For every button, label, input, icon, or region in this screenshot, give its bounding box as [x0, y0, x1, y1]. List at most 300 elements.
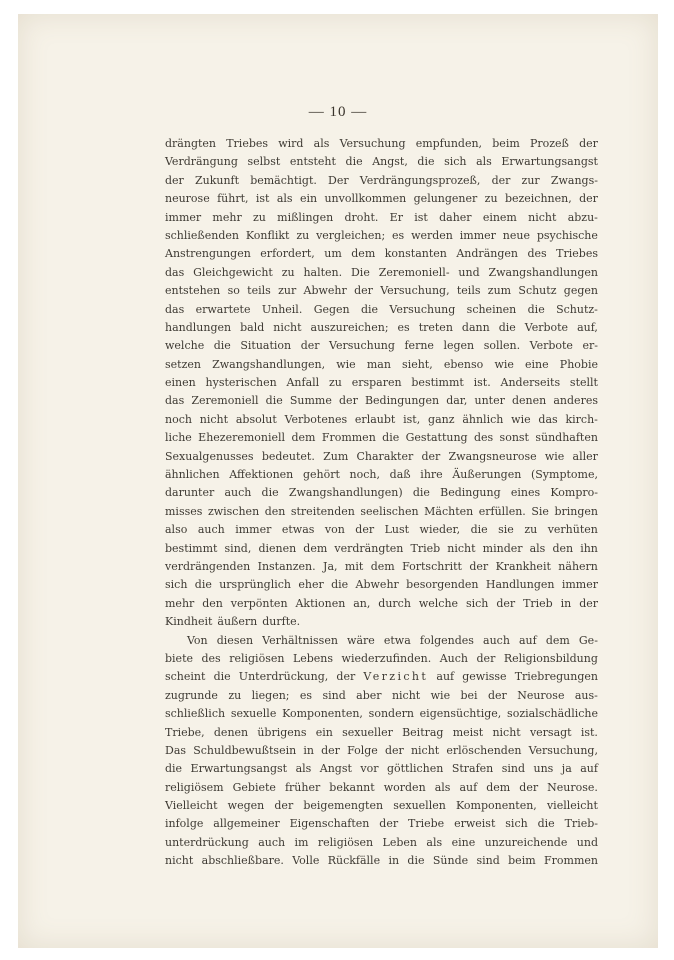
word: wird	[278, 137, 304, 150]
word: die	[261, 486, 279, 500]
word: erfüllen.	[478, 504, 526, 518]
word: vor	[360, 762, 379, 776]
word: ganz	[428, 412, 455, 426]
word: zu	[296, 228, 310, 242]
word: scheint	[165, 670, 206, 684]
word: hysterischen	[205, 376, 277, 390]
word: Frommen	[321, 431, 376, 445]
word: mehr	[212, 210, 242, 224]
text-line	[165, 779, 598, 797]
word: zu	[329, 376, 342, 390]
word: legen	[443, 339, 475, 353]
word: sieht,	[402, 357, 433, 371]
word: scheinen	[466, 302, 517, 316]
word: von	[324, 523, 345, 537]
word: der	[339, 394, 358, 408]
word: uns	[533, 762, 554, 776]
word: gegen	[563, 284, 598, 298]
word: zum	[487, 284, 512, 298]
word: einen	[165, 376, 196, 390]
word: dem	[545, 633, 570, 647]
word: Gleichgewicht	[193, 265, 273, 279]
word: Trieb	[523, 596, 553, 610]
word: die	[470, 523, 488, 537]
word: die	[417, 155, 435, 169]
word: Versuchung	[339, 137, 406, 150]
word: sind,	[224, 541, 252, 555]
word: das	[165, 394, 185, 408]
word: Triebregungen	[514, 670, 598, 684]
word: der	[487, 688, 507, 702]
word: Angst,	[372, 155, 408, 169]
word: die	[527, 302, 545, 316]
word: Ge-	[578, 633, 598, 647]
word: Beitrag	[402, 725, 444, 739]
word: ähnlichen	[165, 468, 220, 482]
word: verhüten	[547, 523, 598, 537]
word: entstehen	[165, 284, 221, 298]
word: Mächten	[424, 504, 474, 518]
text-line	[165, 411, 598, 429]
word: Auch	[439, 651, 469, 665]
word: noch	[165, 412, 192, 426]
word: sich	[465, 596, 489, 610]
word: neurose	[165, 192, 210, 206]
word: bezeichnen,	[504, 192, 572, 206]
text-line	[165, 374, 598, 392]
word: Leben	[382, 835, 417, 849]
word: immer	[459, 228, 496, 242]
text-line	[165, 632, 598, 650]
word: sexuelle	[230, 707, 277, 721]
word: ersparen	[351, 376, 402, 390]
text-line	[165, 135, 598, 153]
word: Zwangshandlungen)	[288, 486, 403, 500]
word: biete	[165, 651, 193, 665]
word: infolge	[165, 817, 204, 831]
word: Versuchung	[329, 339, 395, 353]
word: zugrunde	[165, 688, 218, 702]
word: der	[165, 173, 184, 187]
word: Zum	[323, 449, 349, 463]
word: das	[538, 412, 558, 426]
word: (Symptome,	[530, 468, 598, 482]
word: eine	[451, 835, 476, 849]
word: Unterdrückung,	[238, 670, 329, 684]
word: und	[458, 265, 480, 279]
word: daß	[389, 468, 411, 482]
word: den	[202, 596, 223, 610]
word: führt,	[217, 192, 249, 206]
word: dem	[486, 780, 511, 794]
word: der	[321, 743, 340, 757]
word: die	[165, 762, 183, 776]
word: immer	[165, 210, 202, 224]
word: der	[491, 173, 511, 187]
text-line	[165, 319, 598, 337]
word: Neurose	[517, 688, 565, 702]
word: im	[294, 835, 309, 849]
word: Volle	[292, 854, 320, 868]
word: unter	[474, 394, 505, 408]
word: Folge	[347, 743, 378, 757]
word: Zukunft	[194, 173, 240, 187]
word: ein	[315, 725, 333, 739]
word: dar,	[446, 394, 468, 408]
word: Charakter	[356, 449, 414, 463]
word: Neurose.	[547, 780, 598, 794]
word: äußern	[217, 615, 258, 629]
word: dann	[461, 320, 490, 334]
word: dem	[370, 559, 395, 573]
word: der	[469, 559, 489, 573]
word: Krankheit	[495, 559, 551, 573]
word: ferne	[404, 339, 434, 353]
word: bei	[460, 688, 478, 702]
word: unvollkommen	[324, 192, 407, 206]
word: auf	[459, 780, 478, 794]
word: religiösen	[229, 651, 285, 665]
word: Komponenten,	[455, 799, 537, 813]
word: folgendes	[419, 633, 474, 647]
word: Religionsbildung	[503, 651, 598, 665]
word: neue	[502, 228, 530, 242]
word: wie	[511, 412, 531, 426]
word: religiösem	[165, 780, 224, 794]
word: der	[274, 799, 294, 813]
word: Erwartungsangst	[190, 762, 288, 776]
word: die	[498, 320, 516, 334]
text-line	[165, 172, 598, 190]
word: absolut	[235, 412, 277, 426]
word: bald	[240, 320, 265, 334]
word: es	[299, 688, 313, 702]
word: gelungener	[413, 192, 478, 206]
word: zwischen	[207, 504, 260, 518]
word: Gebiete	[232, 780, 276, 794]
word: sonst	[499, 431, 529, 445]
word: stellt	[569, 376, 598, 390]
word: wiederzufinden.	[341, 651, 432, 665]
word: göttlichen	[386, 762, 444, 776]
word: den	[264, 504, 286, 518]
text-line	[165, 834, 598, 852]
word: der	[519, 780, 539, 794]
word: so	[227, 284, 240, 298]
word: Gegen	[313, 302, 350, 316]
word: man	[366, 357, 391, 371]
text-line	[165, 190, 598, 208]
word: teils	[247, 284, 271, 298]
word: der	[579, 137, 598, 150]
word: unterdrückung	[165, 835, 249, 849]
text-line	[165, 687, 598, 705]
text-line	[165, 301, 598, 319]
word: die	[345, 155, 363, 169]
word: die	[213, 339, 231, 353]
word: empfunden,	[415, 137, 483, 150]
word: sündhaften	[535, 431, 598, 445]
word: ihre	[420, 468, 443, 482]
word: Erwartungsangst	[501, 155, 598, 169]
word: versagt	[529, 725, 572, 739]
word: die	[331, 578, 349, 592]
word: als	[276, 192, 293, 206]
text-line	[165, 742, 598, 760]
word: den	[552, 541, 574, 555]
word: Verhältnissen	[262, 633, 338, 647]
word: drängten	[165, 137, 216, 150]
text-line	[165, 797, 598, 815]
word: Triebe,	[165, 725, 205, 739]
word: Kindheit	[165, 615, 213, 629]
text-line	[165, 356, 598, 374]
word: die	[213, 670, 231, 684]
word: schließlich	[165, 707, 226, 721]
word: etwa	[383, 633, 411, 647]
text-line	[165, 815, 598, 833]
word: verpönten	[230, 596, 288, 610]
word: entsteht	[289, 155, 336, 169]
word: Zwangshandlungen	[488, 265, 598, 279]
word: es	[392, 228, 405, 242]
word: etwas	[281, 523, 315, 537]
word: gehört	[302, 468, 340, 482]
word: der	[355, 523, 375, 537]
word: werden	[411, 228, 453, 242]
word: Ehezeremoniell	[198, 431, 286, 445]
word: sollen.	[483, 339, 521, 353]
word: treten	[418, 320, 453, 334]
text-line	[165, 282, 598, 300]
word: Triebes	[226, 137, 269, 150]
word: die	[382, 431, 400, 445]
word: das	[165, 265, 185, 279]
word: der	[421, 449, 441, 463]
word: immer	[235, 523, 272, 537]
word: übrigens	[257, 725, 307, 739]
word: auch	[258, 835, 286, 849]
word: die	[265, 394, 283, 408]
word: sie	[498, 523, 514, 537]
word: Lust	[384, 523, 410, 537]
word: es	[397, 320, 410, 334]
word: auch	[483, 633, 510, 647]
word: Schuldbewußtsein	[193, 743, 297, 757]
word: ist.	[473, 376, 491, 390]
word: liegen;	[251, 688, 290, 702]
text-line	[165, 724, 598, 742]
word: Triebes	[556, 247, 598, 261]
word: verdrängten	[334, 541, 404, 555]
word: mehr	[165, 596, 195, 610]
text-line	[165, 227, 598, 245]
word: mit	[344, 559, 364, 573]
word: worden	[383, 780, 426, 794]
word: zu	[484, 192, 498, 206]
word: bekannt	[329, 780, 375, 794]
word: Zeremoniell	[191, 394, 259, 408]
word: wegen	[227, 799, 265, 813]
word: dienen	[258, 541, 297, 555]
word: als	[434, 780, 451, 794]
word: Verdrängungsprozeß,	[359, 173, 481, 187]
text-line	[165, 448, 598, 466]
word: Verbote	[529, 339, 573, 353]
word: als	[476, 155, 492, 169]
word: Anderseits	[500, 376, 561, 390]
word: wie	[430, 688, 451, 702]
word: Zwangs-	[550, 173, 598, 187]
word: auszureichen;	[310, 320, 389, 334]
word: Von	[187, 633, 208, 647]
word: zu	[228, 688, 242, 702]
word: minder	[482, 541, 523, 555]
word: sexuellen	[393, 799, 446, 813]
word: aber	[356, 688, 382, 702]
word: Andrängen	[456, 247, 518, 261]
word: ist	[255, 192, 270, 206]
word: Lebens	[292, 651, 334, 665]
word: durch	[378, 596, 411, 610]
word: als	[313, 137, 330, 150]
word: Er	[389, 210, 403, 224]
word: die	[412, 486, 430, 500]
word: wäre	[347, 633, 375, 647]
text-line	[165, 466, 598, 484]
word: wie	[544, 449, 565, 463]
word: daher	[439, 210, 472, 224]
text-line	[165, 576, 598, 594]
word: schließenden	[165, 228, 240, 242]
word: darunter	[165, 486, 215, 500]
word: nicht	[391, 688, 421, 702]
word: Komponenten,	[282, 707, 363, 721]
word: Zwangsneurose	[448, 449, 537, 463]
word: erwartete	[195, 302, 251, 316]
word: noch,	[349, 468, 380, 482]
word: aus-	[574, 688, 598, 702]
word: auch	[197, 523, 225, 537]
word: kirch-	[565, 412, 598, 426]
word: die	[407, 854, 425, 868]
word: also	[165, 523, 188, 537]
word: sind	[476, 854, 500, 868]
text-line	[165, 521, 598, 539]
word: wieder,	[419, 523, 461, 537]
word: Zwangshandlungen,	[212, 357, 326, 371]
word: vergleichen;	[316, 228, 386, 242]
word: der	[579, 596, 598, 610]
text-line	[165, 503, 598, 521]
text-line	[165, 245, 598, 263]
word: Trieb	[410, 541, 441, 555]
word: Verdrängung	[165, 155, 238, 169]
word: erlöschenden	[446, 743, 522, 757]
word: durfte.	[262, 615, 301, 629]
text-line	[165, 264, 598, 282]
text-line	[165, 668, 598, 686]
word: bestimmt	[411, 376, 464, 390]
word: Die	[350, 265, 370, 279]
word: Frommen	[544, 854, 598, 868]
word: ist	[414, 210, 428, 224]
word: der	[384, 743, 404, 757]
word: Zeremoniell-	[378, 265, 450, 279]
word: eines	[510, 486, 541, 500]
word: Strafen	[451, 762, 494, 776]
word: des	[527, 247, 547, 261]
word: liche	[165, 431, 192, 445]
text-line	[165, 337, 598, 355]
word: beim	[492, 137, 520, 150]
word: Bedingung	[440, 486, 501, 500]
word: sind	[501, 762, 526, 776]
word: zu	[524, 523, 538, 537]
word: des	[473, 431, 494, 445]
word: Vielleicht	[165, 799, 218, 813]
word: abzu-	[567, 210, 598, 224]
word: mißlingen	[277, 210, 334, 224]
word: Der	[328, 173, 349, 187]
word: teils	[456, 284, 481, 298]
word: ist.	[580, 725, 598, 739]
word: ursprünglich	[219, 578, 291, 592]
word: ebenso	[443, 357, 484, 371]
word: seelischen	[360, 504, 419, 518]
word: nähern	[558, 559, 598, 573]
word: das	[165, 302, 185, 316]
word: Phobie	[559, 357, 598, 371]
word: Versuchung,	[528, 743, 598, 757]
word: Trieb-	[564, 817, 598, 831]
text-line	[165, 429, 598, 447]
word: die	[537, 817, 555, 831]
word: der	[354, 284, 373, 298]
word: beim	[508, 854, 536, 868]
word: der	[300, 339, 320, 353]
word: sondern	[368, 707, 414, 721]
word: der	[579, 192, 598, 206]
word: denen	[512, 394, 547, 408]
word: Anstrengungen	[165, 247, 251, 261]
word: beigemengten	[303, 799, 384, 813]
word: anderes	[553, 394, 598, 408]
word: zu	[281, 265, 295, 279]
word: ja	[561, 762, 572, 776]
word: sozialschädliche	[507, 707, 598, 721]
word: sich	[444, 155, 467, 169]
word: um	[324, 247, 342, 261]
word: setzen	[165, 357, 201, 371]
word: streitenden	[290, 504, 355, 518]
word: dem	[351, 247, 376, 261]
word: Äußerungen	[452, 468, 522, 482]
word: Instanzen.	[257, 559, 316, 573]
text-line	[165, 760, 598, 778]
word: Abwehr	[355, 578, 399, 592]
word: Konflikt	[245, 228, 290, 242]
word: Bedingungen	[364, 394, 440, 408]
word: Gestattung	[405, 431, 468, 445]
text-line	[165, 595, 598, 613]
word: verdrängenden	[165, 559, 251, 573]
word: sind	[322, 688, 346, 702]
word: Unheil.	[261, 302, 303, 316]
word: droht.	[344, 210, 379, 224]
word: welche	[165, 339, 205, 353]
word: vielleicht	[546, 799, 598, 813]
